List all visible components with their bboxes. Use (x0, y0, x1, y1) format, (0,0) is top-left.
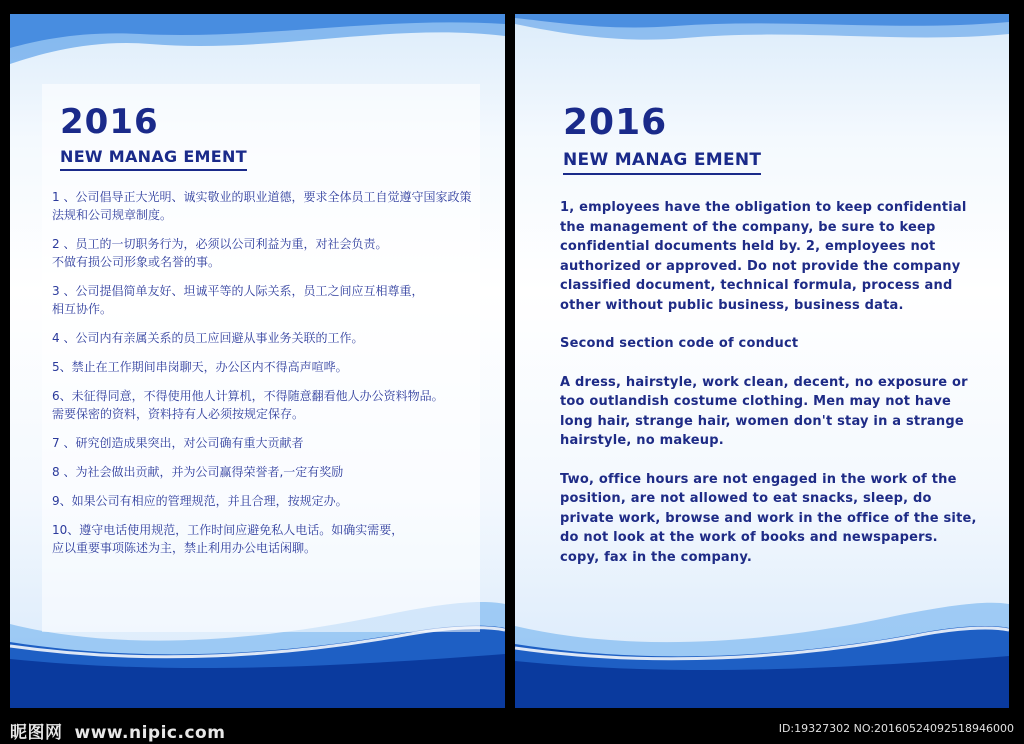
text-paragraph: 1, employees have the obligation to keep confidential the management of the company, be sure to keep confidential documents held by. 2, employees not authorized or approved. Do not provide the company classified document, technical formula, process and other without public business, business data. (560, 200, 967, 313)
site-logo (10, 718, 225, 743)
image-id: ID:19327302 NO:20160524092518946000 (778, 722, 1014, 735)
rule-item: 3 、公司提倡简单友好、坦诚平等的人际关系，员工之间应互相尊重， 相互协作。 (52, 284, 424, 316)
text-paragraph: Two, office hours are not engaged in the work of the position, are not allowed to eat snacks, sleep, do private work, browse and work in the office of the site, do not look at the work of books and newspapers. copy, fax in the company. (560, 471, 977, 565)
site-url: www.nipic.com (74, 723, 226, 743)
rule-item: 5、禁止在工作期间串岗聊天，办公区内不得高声喧哗。 (52, 360, 348, 374)
rule-item: 7 、研究创造成果突出，对公司确有重大贡献者 (52, 436, 304, 450)
rules-list (52, 188, 477, 568)
rule-item: 10、遵守电话使用规范，工作时间应避免私人电话。如确实需要， 应以重要事项陈述为主，禁止利用办公电话闲聊。 (52, 523, 404, 555)
text-paragraph: A dress, hairstyle, work clean, decent, no exposure or too outlandish costume clothing. Men may not have long hair, strange hair, women don't stay in a strange hairstyle, no makeup. (560, 374, 968, 448)
rule-item: 1 、公司倡导正大光明、诚实敬业的职业道德，要求全体员工自觉遵守国家政策 法规和公司规章制度。 (52, 190, 472, 222)
section-heading: Second section code of conduct (560, 336, 799, 351)
rule-item: 4 、公司内有亲属关系的员工应回避从事业务关联的工作。 (52, 331, 364, 345)
year-title: 2016 (563, 102, 668, 143)
rule-item: 6、未征得同意，不得使用他人计算机，不得随意翻看他人办公资料物品。 需要保密的资料，资料持有人必须按规定保存。 (52, 389, 444, 421)
rule-item: 2 、员工的一切职务行为，必须以公司利益为重，对社会负责。 不做有损公司形象或名誉的事。 (52, 237, 388, 269)
section-subtitle: NEW MANAG EMENT (60, 147, 247, 171)
rule-item: 9、如果公司有相应的管理规范，并且合理，按规定办。 (52, 494, 348, 508)
english-text-body (560, 198, 990, 586)
section-subtitle: NEW MANAG EMENT (563, 150, 761, 175)
logo-text: 昵图网 (10, 723, 63, 743)
year-title: 2016 (60, 102, 159, 142)
right-poster-panel (515, 14, 1009, 708)
rule-item: 8 、为社会做出贡献，并为公司赢得荣誉者,一定有奖励 (52, 465, 344, 479)
left-poster-panel (10, 14, 505, 708)
watermark-footer (0, 708, 1024, 744)
